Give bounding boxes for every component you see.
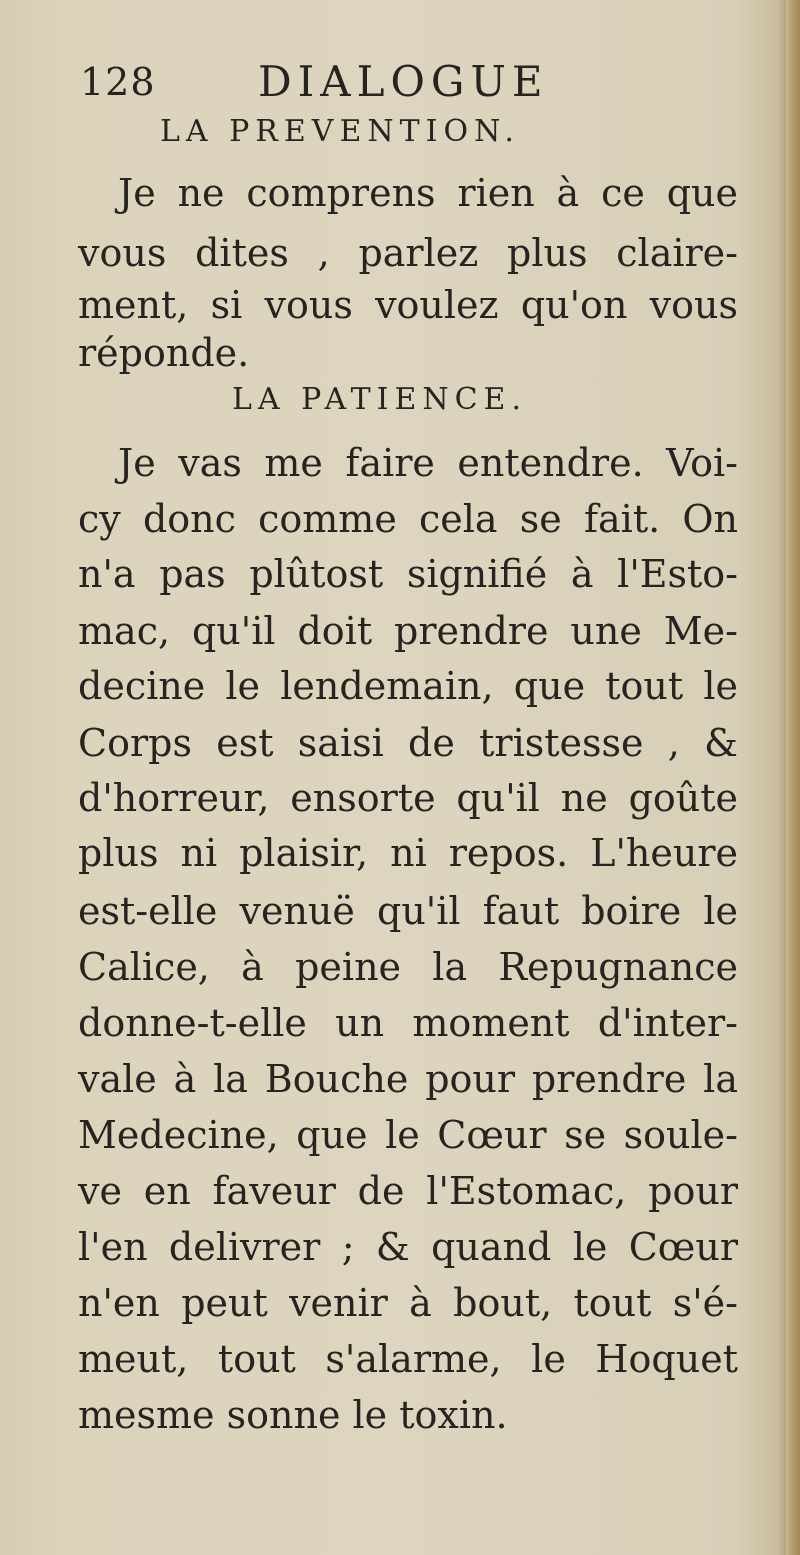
page-edge <box>786 0 800 1555</box>
text-line: l'en delivrer ; & quand le Cœur <box>78 1225 738 1269</box>
text-line: Je ne comprens rien à ce que <box>118 171 738 215</box>
text-line: vous dites , parlez plus claire- <box>78 231 738 275</box>
running-title: DIALOGUE <box>258 57 549 106</box>
text-line: Je vas me faire entendre. Voi- <box>118 441 738 485</box>
text-line: n'a pas plûtost signifié à l'Esto- <box>78 552 738 596</box>
text-line: plus ni plaisir, ni repos. L'heure <box>78 831 738 875</box>
text-line: est-elle venuë qu'il faut boire le <box>78 889 738 933</box>
speaker-heading-patience: LA PATIENCE. <box>232 382 527 417</box>
speaker-heading-prevention: LA PREVENTION. <box>160 114 520 149</box>
text-line: decine le lendemain, que tout le <box>78 664 738 708</box>
text-line: donne-t-elle un moment d'inter- <box>78 1001 738 1045</box>
text-line: mesme sonne le toxin. <box>78 1393 508 1437</box>
text-line: meut, tout s'alarme, le Hoquet <box>78 1337 738 1381</box>
page-gutter-shadow <box>778 0 786 1555</box>
text-line: d'horreur, ensorte qu'il ne goûte <box>78 776 738 820</box>
text-line: Medecine, que le Cœur se soule- <box>78 1113 738 1157</box>
text-line: ve en faveur de l'Estomac, pour <box>78 1169 738 1213</box>
text-line: ment, si vous voulez qu'on vous <box>78 283 738 327</box>
text-line: n'en peut venir à bout, tout s'é- <box>78 1281 738 1325</box>
text-line: Calice, à peine la Repugnance <box>78 945 738 989</box>
text-line: réponde. <box>78 331 250 375</box>
text-line: Corps est saisi de tristesse , & <box>78 721 738 765</box>
page-number: 128 <box>80 60 156 104</box>
text-line: mac, qu'il doit prendre une Me- <box>78 609 738 653</box>
text-line: cy donc comme cela se fait. On <box>78 497 738 541</box>
page-header <box>80 56 700 108</box>
text-line: vale à la Bouche pour prendre la <box>78 1057 738 1101</box>
